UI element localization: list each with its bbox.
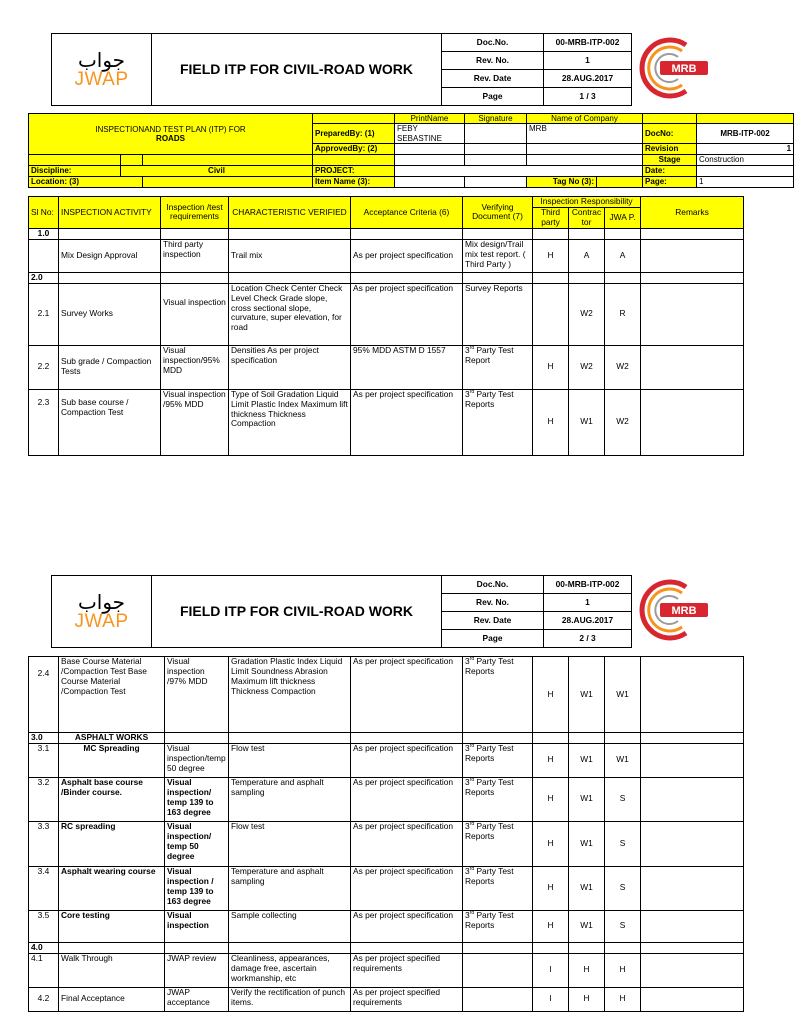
jwap-logo-arabic: جواب: [77, 47, 126, 72]
row-characteristic: Flow test: [229, 743, 351, 777]
row-acceptance: As per project specification: [351, 743, 463, 777]
row-method: Visual inspection/95% MDD: [161, 345, 229, 389]
table-row: [29, 389, 744, 455]
row-contractor: W1: [569, 657, 605, 733]
page-title: FIELD ITP FOR CIVIL-ROAD WORK: [152, 34, 442, 106]
row-activity: Sub grade / Compaction Tests: [59, 345, 161, 389]
page-label: Page: [442, 88, 544, 106]
row-acceptance: As per project specification: [351, 777, 463, 821]
row-sl: 2.3: [29, 389, 59, 455]
row-activity: Asphalt base course /Binder course.: [59, 777, 165, 821]
rev-no-value: 1: [544, 52, 632, 70]
page1-header: [51, 33, 719, 106]
row-acceptance: As per project specification: [351, 283, 463, 345]
table-row: [29, 743, 744, 777]
section-title: ASPHALT WORKS: [59, 733, 165, 744]
row-third-party: [533, 283, 569, 345]
row-third-party: H: [533, 743, 569, 777]
section-number: 4.0: [29, 942, 59, 953]
row-acceptance: 95% MDD ASTM D 1557: [351, 345, 463, 389]
table-row: [29, 953, 744, 987]
approved-by-label: ApprovedBy: (2): [313, 144, 395, 155]
discipline-label: Discipline:: [29, 166, 121, 177]
row-method: Visual inspection/temp 50 degree: [165, 743, 229, 777]
row-method: Third party inspection: [161, 239, 229, 272]
row-sl: 3.4: [29, 866, 59, 910]
prepared-by-label: PreparedBy: (1): [313, 124, 395, 144]
page-number: 2 / 3: [544, 630, 632, 648]
row-method: JWAP acceptance: [165, 987, 229, 1011]
page-number: 1 / 3: [544, 88, 632, 106]
table-row: [29, 777, 744, 821]
company-label: Name of Company: [527, 114, 643, 124]
itp-table-page1: [28, 196, 744, 456]
col-jwap: JWA P.: [605, 207, 641, 228]
mrb-logo-text: MRB: [671, 605, 697, 618]
row-method: JWAP review: [165, 953, 229, 987]
col-responsibility: Inspection Responsibility: [533, 197, 641, 208]
row-characteristic: Cleanliness, appearances, damage free, ascertain workmanship, etc: [229, 953, 351, 987]
rev-date-label: Rev. Date: [442, 70, 544, 88]
row-jwap: W1: [605, 657, 641, 733]
table-row: [29, 866, 744, 910]
row-third-party: H: [533, 345, 569, 389]
row-document: 3rd Party Test Reports: [463, 777, 533, 821]
rev-date-value: 28.AUG.2017: [544, 70, 632, 88]
row-document: 3rd Party Test Reports: [463, 657, 533, 733]
row-characteristic: Densities As per project specification: [229, 345, 351, 389]
row-third-party: H: [533, 777, 569, 821]
plan-title: [29, 114, 313, 155]
row-jwap: S: [605, 866, 641, 910]
col-contractor: Contrac tor: [569, 207, 605, 228]
rev-date-label: Rev. Date: [442, 612, 544, 630]
tag-no-label: Tag No (3):: [527, 177, 597, 188]
row-method: Visual inspection / temp 139 to 163 degree: [165, 866, 229, 910]
docno-value: MRB-ITP-002: [697, 124, 794, 144]
jwap-logo-text: JWAP: [74, 610, 129, 632]
mrb-logo: [632, 576, 719, 648]
row-jwap: S: [605, 910, 641, 942]
row-jwap: S: [605, 777, 641, 821]
row-acceptance: As per project specified requirements: [351, 953, 463, 987]
col-acceptance: Acceptance Criteria (6): [351, 197, 463, 229]
row-contractor: W1: [569, 389, 605, 455]
row-document: 3rd Party Test Reports: [463, 389, 533, 455]
row-document: Survey Reports: [463, 283, 533, 345]
row-sl: 4.2: [29, 987, 59, 1011]
row-contractor: W2: [569, 345, 605, 389]
col-activity: INSPECTION ACTIVITY: [59, 197, 161, 229]
row-third-party: H: [533, 239, 569, 272]
row-sl: 2.1: [29, 283, 59, 345]
row-contractor: W1: [569, 777, 605, 821]
row-document: [463, 953, 533, 987]
row-document: 3rd Party Test Reports: [463, 821, 533, 866]
row-jwap: W1: [605, 743, 641, 777]
row-contractor: H: [569, 953, 605, 987]
revision-value: 1: [697, 144, 794, 155]
signature-label: Signature: [465, 114, 527, 124]
doc-no-label: Doc.No.: [442, 576, 544, 594]
page2-header: [51, 575, 719, 648]
row-jwap: H: [605, 953, 641, 987]
rev-no-label: Rev. No.: [442, 594, 544, 612]
row-document: Mix design/Trail mix test report. ( Third Party ): [463, 239, 533, 272]
table-row: [29, 821, 744, 866]
row-document: 3rd Party Test Reports: [463, 743, 533, 777]
stage-label: Stage: [643, 155, 697, 166]
row-sl: 4.1: [29, 953, 59, 987]
table-row: [29, 910, 744, 942]
row-activity: Mix Design Approval: [59, 239, 161, 272]
row-document: [463, 987, 533, 1011]
row-activity: Asphalt wearing course: [59, 866, 165, 910]
jwap-logo: [52, 576, 152, 648]
row-third-party: H: [533, 866, 569, 910]
row-characteristic: Gradation Plastic Index Liquid Limit Soundness Abrasion Maximum lift thickness Thickness Compaction: [229, 657, 351, 733]
row-document: 3rd Party Test Report: [463, 345, 533, 389]
row-acceptance: As per project specification: [351, 239, 463, 272]
table-row: [29, 987, 744, 1011]
jwap-logo-arabic: جواب: [77, 589, 126, 614]
doc-no-value: 00-MRB-ITP-002: [544, 576, 632, 594]
rev-date-value: 28.AUG.2017: [544, 612, 632, 630]
mrb-logo: [632, 34, 719, 106]
prepared-by-company: MRB: [527, 124, 643, 144]
row-contractor: H: [569, 987, 605, 1011]
row-activity: MC Spreading: [59, 743, 165, 777]
mrb-logo-icon: [634, 35, 714, 101]
row-characteristic: Location Check Center Check Level Check Grade slope, cross sectional slope, curvature, super elevation, for road: [229, 283, 351, 345]
row-contractor: W1: [569, 821, 605, 866]
row-activity: Core testing: [59, 910, 165, 942]
row-method: Visual inspection: [161, 283, 229, 345]
jwap-logo: [52, 34, 152, 106]
plan-title-line1: INSPECTIONAND TEST PLAN (ITP) FOR: [95, 124, 246, 134]
row-activity: Survey Works: [59, 283, 161, 345]
row-third-party: H: [533, 821, 569, 866]
row-document: 3rd Party Test Reports: [463, 866, 533, 910]
col-verifying: Verifying Document (7): [463, 197, 533, 229]
page-title: FIELD ITP FOR CIVIL-ROAD WORK: [152, 576, 442, 648]
print-name-label: PrintName: [395, 114, 465, 124]
date-label: Date:: [643, 166, 697, 177]
location-label: Location: (3): [29, 177, 143, 188]
row-contractor: W1: [569, 866, 605, 910]
row-method: Visual inspection /97% MDD: [165, 657, 229, 733]
row-sl: 2.4: [29, 657, 59, 733]
row-activity: Sub base course / Compaction Test: [59, 389, 161, 455]
page-info-value: 1: [697, 177, 794, 188]
row-method: Visual inspection /95% MDD: [161, 389, 229, 455]
rev-no-value: 1: [544, 594, 632, 612]
page-label: Page: [442, 630, 544, 648]
row-activity: RC spreading: [59, 821, 165, 866]
row-contractor: A: [569, 239, 605, 272]
row-method: Visual inspection: [165, 910, 229, 942]
jwap-logo-text: JWAP: [74, 68, 129, 90]
prepared-by-name: FEBY SEBASTINE: [395, 124, 465, 144]
row-acceptance: As per project specification: [351, 821, 463, 866]
row-characteristic: Flow test: [229, 821, 351, 866]
revision-label: Revision: [643, 144, 697, 155]
row-activity: Final Acceptance: [59, 987, 165, 1011]
col-sl: Sl No:: [29, 197, 59, 229]
row-third-party: H: [533, 657, 569, 733]
row-jwap: W2: [605, 389, 641, 455]
itp-table-page2: [28, 656, 744, 1012]
row-acceptance: As per project specified requirements: [351, 987, 463, 1011]
row-sl: 3.2: [29, 777, 59, 821]
row-jwap: S: [605, 821, 641, 866]
col-characteristic: CHARACTERISTIC VERIFIED: [229, 197, 351, 229]
plan-title-line2: ROADS: [156, 134, 185, 144]
row-acceptance: As per project specification: [351, 866, 463, 910]
row-activity: Walk Through: [59, 953, 165, 987]
section-number: 2.0: [29, 272, 59, 283]
row-third-party: H: [533, 910, 569, 942]
row-characteristic: Temperature and asphalt sampling: [229, 866, 351, 910]
row-characteristic: Trail mix: [229, 239, 351, 272]
discipline-value: Civil: [121, 166, 313, 177]
table-row: [29, 657, 744, 733]
row-sl: 3.5: [29, 910, 59, 942]
table-row: [29, 283, 744, 345]
item-name-label: Item Name (3):: [313, 177, 395, 188]
row-activity: Base Course Material /Compaction Test Base Course Material /Compaction Test: [59, 657, 165, 733]
row-sl: 2.2: [29, 345, 59, 389]
row-characteristic: Temperature and asphalt sampling: [229, 777, 351, 821]
row-method: Visual inspection/ temp 139 to 163 degree: [165, 777, 229, 821]
row-jwap: W2: [605, 345, 641, 389]
row-sl: 3.3: [29, 821, 59, 866]
row-jwap: R: [605, 283, 641, 345]
project-label: PROJECT:: [313, 166, 395, 177]
row-characteristic: Verify the rectification of punch items.: [229, 987, 351, 1011]
row-acceptance: As per project specification: [351, 389, 463, 455]
col-method: Inspection /test requirements: [161, 197, 229, 229]
rev-no-label: Rev. No.: [442, 52, 544, 70]
row-jwap: H: [605, 987, 641, 1011]
row-third-party: H: [533, 389, 569, 455]
docno-label: DocNo:: [643, 124, 697, 144]
section-number: 1.0: [29, 228, 59, 239]
row-sl: 3.1: [29, 743, 59, 777]
col-remarks: Remarks: [641, 197, 744, 229]
doc-no-value: 00-MRB-ITP-002: [544, 34, 632, 52]
row-third-party: I: [533, 987, 569, 1011]
section-number: 3.0: [29, 733, 59, 744]
row-document: 3rd Party Test Reports: [463, 910, 533, 942]
table-row: [29, 345, 744, 389]
row-jwap: A: [605, 239, 641, 272]
row-third-party: I: [533, 953, 569, 987]
stage-value: Construction: [697, 155, 794, 166]
mrb-logo-icon: [634, 577, 714, 643]
doc-no-label: Doc.No.: [442, 34, 544, 52]
row-acceptance: As per project specification: [351, 657, 463, 733]
row-characteristic: Sample collecting: [229, 910, 351, 942]
page-info-label: Page:: [643, 177, 697, 188]
row-method: Visual inspection/ temp 50 degree: [165, 821, 229, 866]
row-characteristic: Type of Soil Gradation Liquid Limit Plastic Index Maximum lift thickness Thickness Compaction: [229, 389, 351, 455]
table-row: [29, 239, 744, 272]
plan-info: [28, 113, 794, 188]
col-third-party: Third party: [533, 207, 569, 228]
row-contractor: W1: [569, 743, 605, 777]
row-contractor: W2: [569, 283, 605, 345]
row-contractor: W1: [569, 910, 605, 942]
row-acceptance: As per project specification: [351, 910, 463, 942]
mrb-logo-text: MRB: [671, 63, 697, 76]
